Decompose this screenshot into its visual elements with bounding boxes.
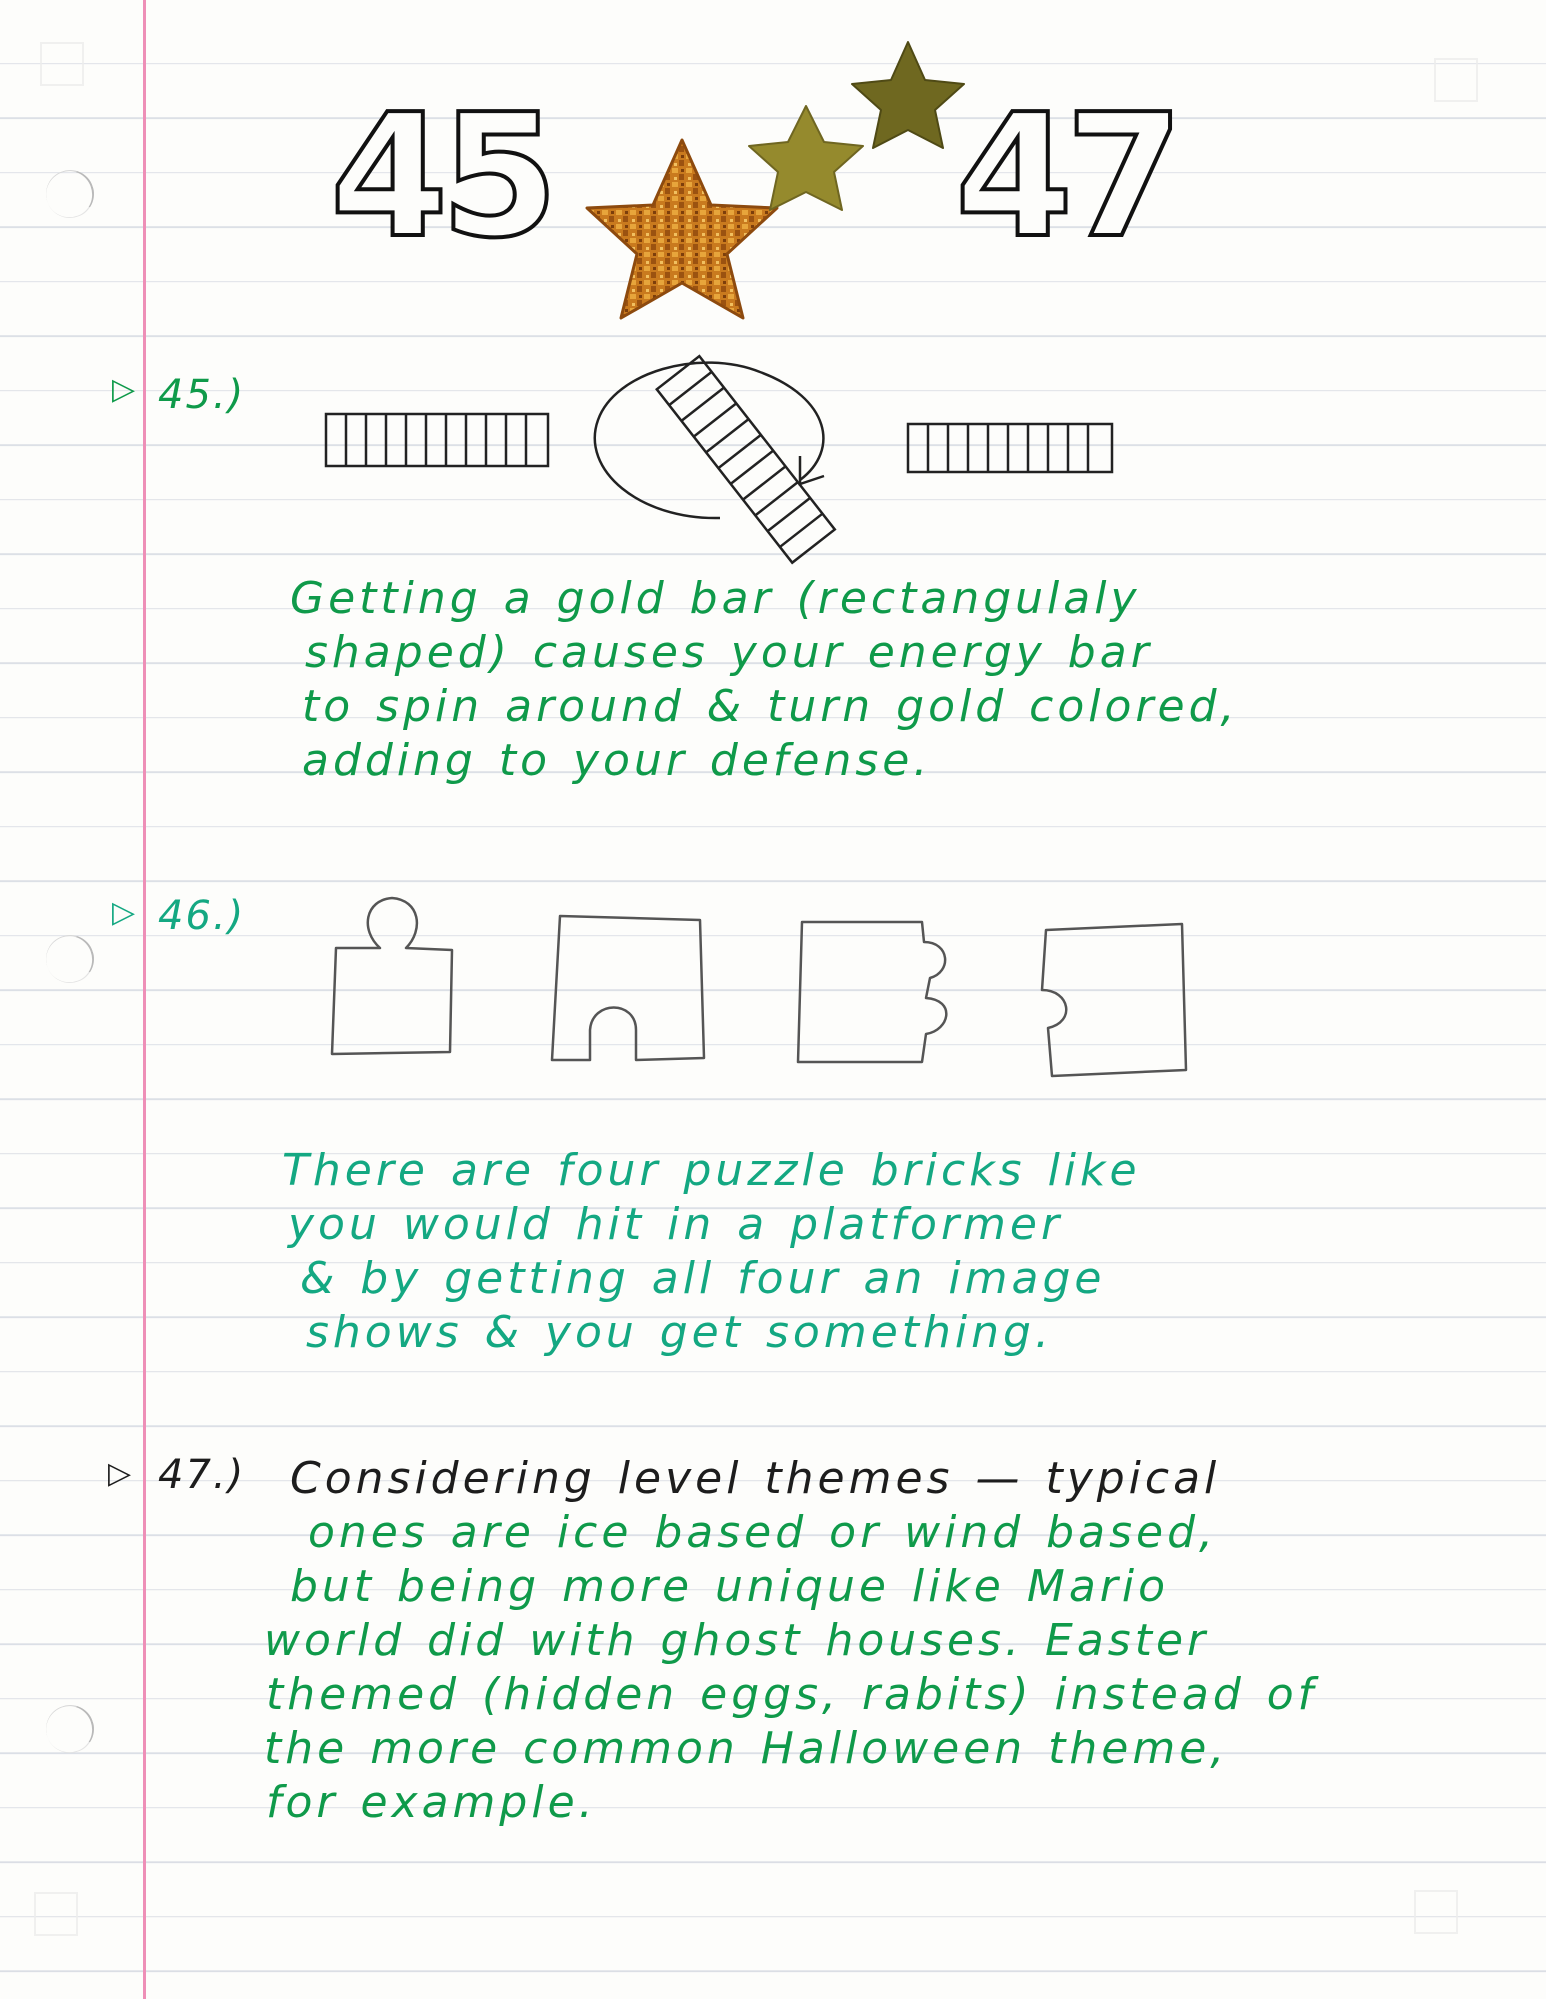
corner-mark-icon <box>34 1892 78 1936</box>
note-line: for example. <box>266 1777 597 1828</box>
entry-number: 45.) <box>158 372 246 418</box>
puzzle-brick-2 <box>552 916 704 1060</box>
note-line: Considering level themes — typical <box>290 1453 1221 1504</box>
note-line: Getting a gold bar (rectangulaly <box>290 573 1141 624</box>
binder-hole <box>39 1698 101 1760</box>
note-line: & by getting all four an image <box>300 1253 1106 1304</box>
note-line: but being more unique like Mario <box>290 1561 1170 1612</box>
note-line: themed (hidden eggs, rabits) instead of <box>266 1669 1318 1720</box>
note-line: shaped) causes your energy bar <box>305 627 1153 678</box>
note-line: adding to your defense. <box>302 735 932 786</box>
entry-number: 47.) <box>158 1452 246 1498</box>
note-line: you would hit in a platformer <box>288 1199 1064 1250</box>
right-number: 47 <box>955 78 1176 276</box>
triangle-bullet-icon: ▷ <box>112 895 136 930</box>
puzzle-brick-3 <box>798 922 946 1062</box>
note-line: ones are ice based or wind based, <box>308 1507 1217 1558</box>
triangle-bullet-icon: ▷ <box>112 372 136 407</box>
note-line: There are four puzzle bricks like <box>282 1145 1141 1196</box>
triangle-bullet-icon: ▷ <box>108 1456 132 1491</box>
entry-number: 46.) <box>158 893 246 939</box>
note-line: shows & you get something. <box>306 1307 1053 1358</box>
note-line: world did with ghost houses. Easter <box>264 1615 1210 1666</box>
note-line: to spin around & turn gold colored, <box>302 681 1239 732</box>
puzzle-brick-1 <box>332 898 452 1054</box>
note-line: the more common Halloween theme, <box>264 1723 1229 1774</box>
corner-mark-icon <box>1414 1890 1458 1934</box>
left-number: 45 <box>330 78 551 276</box>
puzzle-brick-4 <box>1042 924 1186 1076</box>
